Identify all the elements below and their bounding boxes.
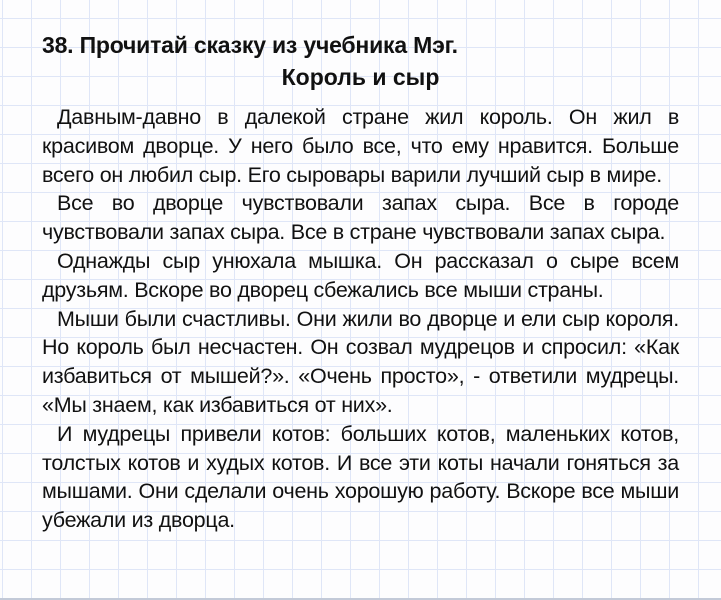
story-body [42, 103, 679, 535]
exercise-heading: 38. Прочитай сказку из учебника Мэг. [42, 32, 458, 58]
story-paragraph: Давным-давно в далекой стране жил король. Он жил в красивом дворце. У него было все, что ему нравится. Больше всего он любил сыр. Его сыровары варили лучший сыр в мире. [42, 105, 679, 187]
story-title: Король и сыр [281, 64, 440, 90]
story-paragraph: Мыши были счастливы. Они жили во дворце и ели сыр короля. Но король был несчастен. Он созвал мудрецов и спросил: «Как избавиться от мышей?». «Очень просто», - ответили мудрецы. «Мы знаем, как избавиться от них». [42, 306, 679, 417]
story-paragraph: Однажды сыр унюхала мышка. Он рассказал о сыре всем друзьям. Вскоре во дворец сбежались все мыши страны. [42, 248, 679, 302]
story-paragraph: Все во дворце чувствовали запах сыра. Все в городе чувствовали запах сыра. Все в стране чувствовали запах сыра. [42, 191, 679, 245]
story-paragraph: И мудрецы привели котов: больших котов, маленьких котов, толстых котов и худых котов. И все эти коты начали гоняться за мышами. Они сделали очень хорошую работу. Вскоре все мыши убежали из дворца. [42, 421, 679, 533]
